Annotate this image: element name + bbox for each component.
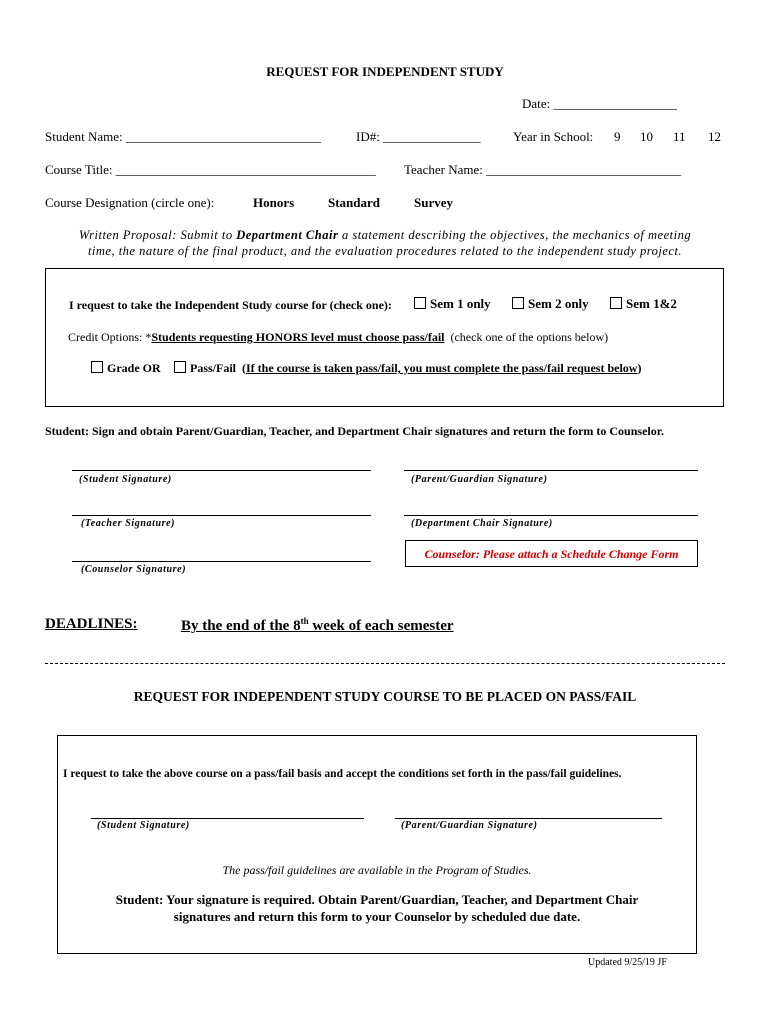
request-text: I request to take the Independent Study course for (check one): [69,298,392,312]
sem1-2-option[interactable]: Sem 1&2 [610,296,677,312]
proposal-line-2: time, the nature of the final product, and the evaluation procedures related to the independent study project. [87,244,683,258]
teacher-signature-label: (Teacher Signature) [81,518,176,529]
teacher-signature-line[interactable] [72,515,371,516]
department-chair-emphasis: Department Chair [236,228,339,242]
dept-chair-signature-line[interactable] [404,515,698,516]
passfail-student-signature-label: (Student Signature) [97,820,190,831]
id-blank: _______________ [383,129,481,144]
teacher-name-field[interactable] [404,162,681,178]
grade-option[interactable]: Grade OR [91,361,161,376]
year-option-9[interactable]: 9 [614,129,621,144]
passfail-option[interactable]: Pass/Fail (If the course is taken pass/fail, you must complete the pass/fail request below) [174,361,641,376]
student-signature-label: (Student Signature) [79,474,172,485]
cut-line [45,663,725,664]
counselor-signature-label: (Counselor Signature) [81,564,187,575]
signature-instructions: Student: Sign and obtain Parent/Guardian, Teacher, and Department Chair signatures and return the form to Counselor. [45,424,664,438]
date-label: Date: [522,96,551,111]
proposal-line-1: Written Proposal: Submit to Department Chair a statement describing the objectives, the mechanics of meeting [78,228,692,242]
passfail-title: REQUEST FOR INDEPENDENT STUDY COURSE TO BE PLACED ON PASS/FAIL [133,689,637,704]
sem1-option[interactable]: Sem 1 only [414,296,491,312]
designation-standard[interactable]: Standard [328,195,381,210]
year-option-10[interactable]: 10 [640,129,653,144]
student-name-blank: ______________________________ [125,129,321,144]
parent-signature-label: (Parent/Guardian Signature) [411,474,548,485]
date-blank: ___________________ [553,96,677,111]
grade-checkbox[interactable] [91,361,103,373]
year-label: Year in School: [513,129,594,144]
course-title-blank: ________________________________________ [115,162,376,177]
credit-options-line: Credit Options: *Students requesting HONORS level must choose pass/fail (check one of the options below) [68,330,609,344]
passfail-parent-signature-line[interactable] [395,818,662,819]
id-field[interactable] [356,129,481,145]
student-name-field[interactable] [45,129,321,145]
passfail-final-line-2: signatures and return this form to your Counselor by scheduled due date. [173,909,581,924]
date-field[interactable] [522,96,677,112]
sem1-2-checkbox[interactable] [610,297,622,309]
designation-survey[interactable]: Survey [414,195,453,210]
passfail-guidelines: The pass/fail guidelines are available in the Program of Studies. [222,863,532,877]
course-title-field[interactable] [45,162,376,178]
request-box [45,268,724,407]
student-signature-line[interactable] [72,470,371,471]
id-label: ID#: [356,129,380,144]
sem1-checkbox[interactable] [414,297,426,309]
teacher-name-label: Teacher Name: [404,162,483,177]
year-option-11[interactable]: 11 [673,129,686,144]
passfail-box [57,735,697,954]
year-option-12[interactable]: 12 [708,129,721,144]
passfail-final-line-1: Student: Your signature is required. Obtain Parent/Guardian, Teacher, and Department Chair [115,892,639,907]
course-title-label: Course Title: [45,162,113,177]
passfail-statement: I request to take the above course on a pass/fail basis and accept the conditions set forth in the pass/fail guidelines. [63,768,622,780]
teacher-name-blank: ______________________________ [486,162,682,177]
counselor-note: Counselor: Please attach a Schedule Change Form [424,547,679,561]
sem2-checkbox[interactable] [512,297,524,309]
dept-chair-signature-label: (Department Chair Signature) [411,518,553,529]
passfail-note: If the course is taken pass/fail, you must complete the pass/fail request below [246,361,638,375]
parent-signature-line[interactable] [404,470,698,471]
sem2-option[interactable]: Sem 2 only [512,296,589,312]
designation-label: Course Designation (circle one): [45,195,215,210]
passfail-parent-signature-label: (Parent/Guardian Signature) [401,820,538,831]
form-title: REQUEST FOR INDEPENDENT STUDY [266,64,504,79]
credit-note: Students requesting HONORS level must choose pass/fail [151,330,445,344]
passfail-student-signature-line[interactable] [91,818,364,819]
designation-honors[interactable]: Honors [253,195,295,210]
counselor-note-box [405,540,698,567]
passfail-checkbox[interactable] [174,361,186,373]
deadlines-label: DEADLINES: [45,616,138,632]
updated-footer: Updated 9/25/19 JF [588,957,667,968]
counselor-signature-line[interactable] [72,561,371,562]
deadlines-text: By the end of the 8th week of each semester [181,616,454,634]
student-name-label: Student Name: [45,129,123,144]
